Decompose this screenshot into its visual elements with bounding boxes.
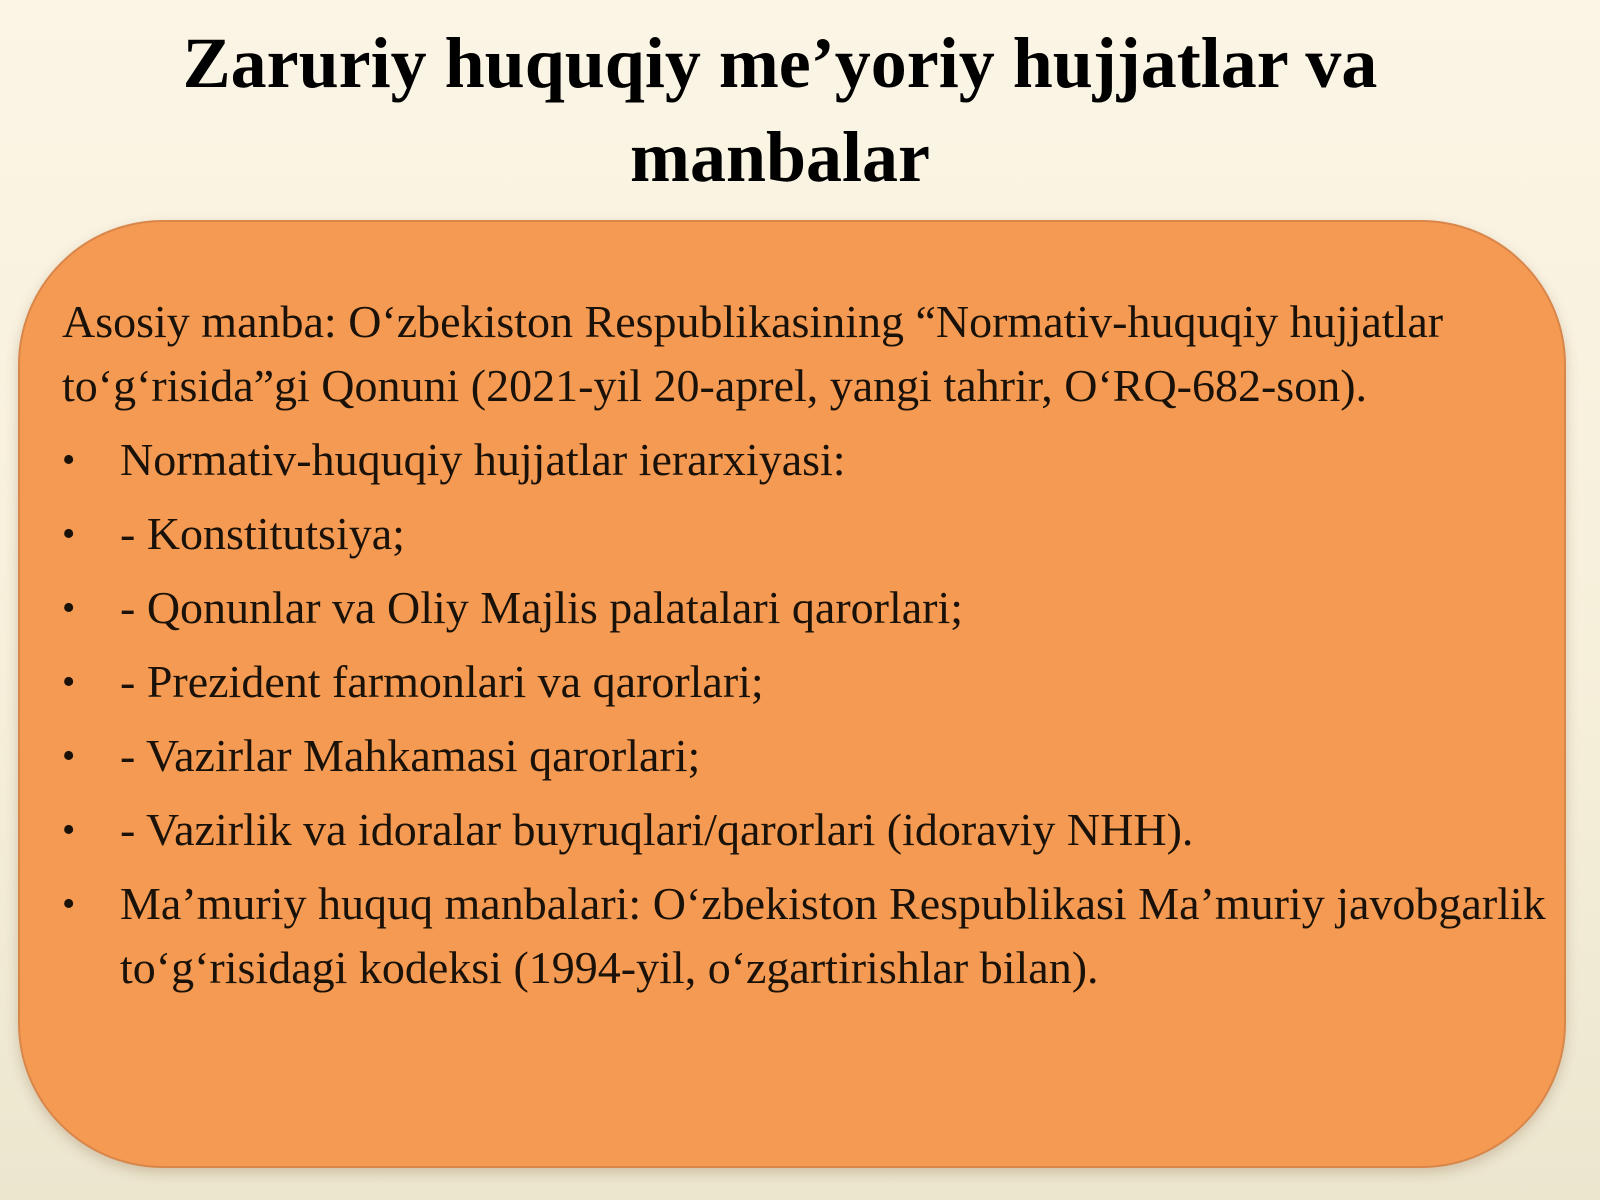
content-text	[62, 290, 1562, 1010]
list-item-text: - Konstitutsiya;	[120, 508, 405, 559]
list-item	[62, 576, 1562, 640]
list-item	[62, 872, 1562, 1000]
list-item-text: Ma’muriy huquq manbalari: O‘zbekiston Respublikasi Ma’muriy javobgarlik to‘g‘risidagi kodeksi (1994-yil, o‘zgartirishlar bilan).	[120, 878, 1546, 993]
list-item-text: - Prezident farmonlari va qarorlari;	[120, 656, 764, 707]
list-item	[62, 650, 1562, 714]
list-item-text: - Vazirlik va idoralar buyruqlari/qarorlari (idoraviy NHH).	[120, 804, 1194, 855]
intro-paragraph: Asosiy manba: O‘zbekiston Respublikasining “Normativ-huquqiy hujjatlar to‘g‘risida”gi Qonuni (2021-yil 20-aprel, yangi tahrir, O‘RQ-682-son).	[62, 296, 1444, 411]
list-item-text: - Qonunlar va Oliy Majlis palatalari qarorlari;	[120, 582, 964, 633]
list-item	[62, 428, 1562, 492]
list-item-text: Normativ-huquqiy hujjatlar ierarxiyasi:	[120, 434, 846, 485]
bullet-icon: •	[62, 587, 76, 629]
bullet-icon: •	[62, 661, 76, 703]
bullet-list	[62, 428, 1562, 1000]
bullet-icon: •	[62, 735, 76, 777]
bullet-icon: •	[62, 513, 76, 555]
list-item	[62, 724, 1562, 788]
list-item	[62, 502, 1562, 566]
slide-title: Zaruriy huquqiy me’yoriy hujjatlar va manbalar	[182, 23, 1378, 197]
bullet-icon: •	[62, 439, 76, 481]
bullet-icon: •	[62, 809, 76, 851]
list-item	[62, 798, 1562, 862]
list-item-text: - Vazirlar Mahkamasi qarorlari;	[120, 730, 701, 781]
bullet-icon: •	[62, 883, 76, 925]
